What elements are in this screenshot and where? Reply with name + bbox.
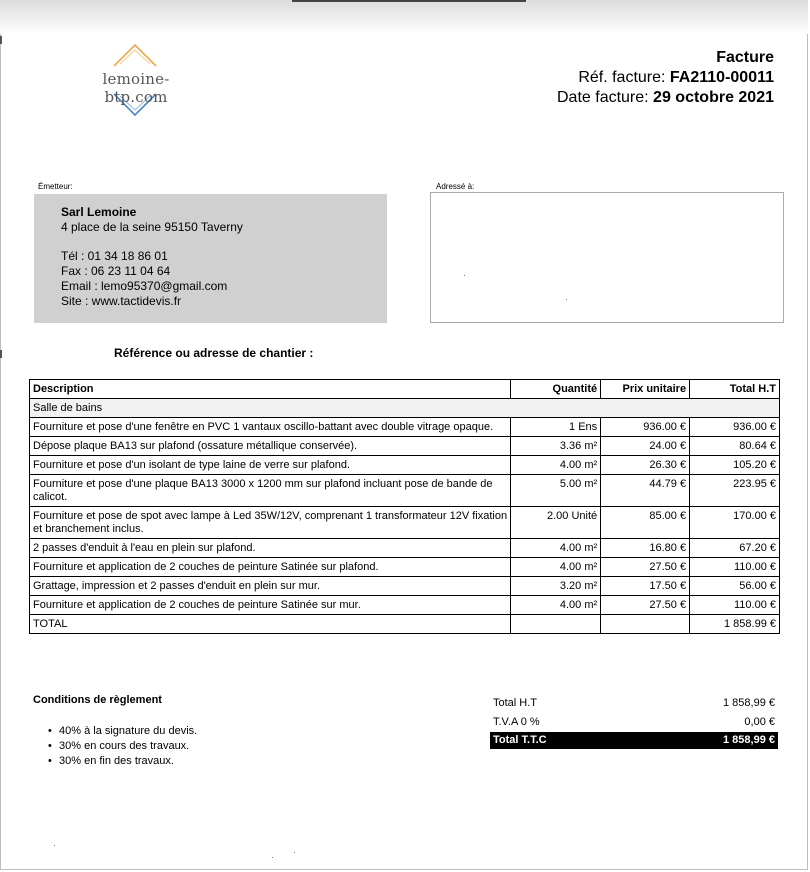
top-shadow [0,0,808,34]
row-quantity: 4.00 m² [511,539,601,558]
row-unit-price: 85.00 € [601,507,690,539]
total-ht-label: Total H.T [493,697,538,709]
table-total-value: 1 858.99 € [690,615,780,634]
emitter-label: Émetteur: [38,182,73,191]
table-row [30,577,780,596]
header-unit-price: Prix unitaire [601,380,690,399]
row-description: Fourniture et application de 2 couches de peinture Satinée sur mur. [30,596,511,615]
row-total: 105.20 € [690,456,780,475]
recipient-address-box [430,192,784,323]
payment-conditions-title: Conditions de règlement [33,694,162,706]
header-description: Description [30,380,511,399]
speck [294,852,295,853]
totals-block [490,694,778,749]
row-quantity: 4.00 m² [511,596,601,615]
emitter-email: Email : lemo95370@gmail.com [61,279,228,293]
speck [272,857,273,858]
speck [54,845,55,846]
invoice-title: Facture [716,49,774,66]
section-title: Salle de bains [30,399,780,418]
invoice-items-table [29,379,780,634]
table-total-row [30,615,780,634]
table-row [30,558,780,577]
row-description: Fourniture et application de 2 couches de peinture Satinée sur plafond. [30,558,511,577]
emitter-box [34,194,387,323]
table-row [30,437,780,456]
table-row [30,539,780,558]
invoice-reference-label: Réf. facture: [578,69,670,86]
invoice-reference-value: FA2110-00011 [669,69,774,86]
payment-conditions-list [44,724,197,769]
row-unit-price: 26.30 € [601,456,690,475]
speck [566,299,567,300]
row-description: 2 passes d'enduit à l'eau en plein sur plafond. [30,539,511,558]
emitter-site: Site : www.tactidevis.fr [61,294,182,308]
list-item: • 30% en fin des travaux. [44,754,197,769]
list-item: • 30% en cours des travaux. [44,739,197,754]
row-total: 223.95 € [690,475,780,507]
total-ht-row [490,694,778,713]
row-description: Fourniture et pose d'une plaque BA13 3000 x 1200 mm sur plafond incluant pose de bande de calicot. [30,475,511,507]
row-total: 80.64 € [690,437,780,456]
speck [464,275,465,276]
table-header-row [30,380,780,399]
row-unit-price: 44.79 € [601,475,690,507]
header-quantity: Quantité [511,380,601,399]
invoice-header [557,48,774,108]
worksite-reference-label: Référence ou adresse de chantier : [114,346,314,360]
row-quantity: 2.00 Unité [511,507,601,539]
row-unit-price: 27.50 € [601,596,690,615]
row-unit-price: 24.00 € [601,437,690,456]
row-total: 110.00 € [690,596,780,615]
invoice-date-value: 29 octobre 2021 [653,89,774,106]
table-row [30,418,780,437]
invoice-date-label: Date facture: [557,89,654,106]
tva-value: 0,00 € [744,716,775,728]
row-quantity: 4.00 m² [511,558,601,577]
table-row [30,507,780,539]
row-description: Fourniture et pose d'un isolant de type laine de verre sur plafond. [30,456,511,475]
row-total: 170.00 € [690,507,780,539]
emitter-address: 4 place de la seine 95150 Taverny [61,220,243,234]
company-logo [60,42,210,122]
invoice-reference [557,68,774,88]
header-total: Total H.T [690,380,780,399]
row-total: 110.00 € [690,558,780,577]
total-ttc-label: Total T.T.C [493,734,547,746]
table-total-label: TOTAL [30,615,511,634]
tva-label: T.V.A 0 % [493,716,540,728]
table-row [30,596,780,615]
row-quantity: 4.00 m² [511,456,601,475]
row-description: Fourniture et pose de spot avec lampe à Led 35W/12V, comprenant 1 transformateur 12V fixation et branchement inclus. [30,507,511,539]
section-row [30,399,780,418]
row-description: Dépose plaque BA13 sur plafond (ossature métallique conservée). [30,437,511,456]
total-ttc-value: 1 858,99 € [723,734,775,746]
row-unit-price: 27.50 € [601,558,690,577]
row-total: 56.00 € [690,577,780,596]
invoice-date [557,88,774,108]
recipient-label: Adressé à: [436,182,475,191]
row-unit-price: 16.80 € [601,539,690,558]
row-description: Fourniture et pose d'une fenêtre en PVC 1 vantaux oscillo-battant avec double vitrage opaque. [30,418,511,437]
table-row [30,475,780,507]
total-ht-value: 1 858,99 € [723,697,775,709]
row-quantity: 1 Ens [511,418,601,437]
left-margin-mark [0,36,2,44]
row-quantity: 3.36 m² [511,437,601,456]
row-description: Grattage, impression et 2 passes d'enduit en plein sur mur. [30,577,511,596]
row-unit-price: 936.00 € [601,418,690,437]
logo-text: lemoine-btp.com [102,70,170,106]
row-total: 67.20 € [690,539,780,558]
emitter-phone: Tél : 01 34 18 86 01 [61,249,168,263]
left-margin-mark [0,350,2,358]
list-item: • 40% à la signature du devis. [44,724,197,739]
emitter-fax: Fax : 06 23 11 04 64 [61,264,171,278]
table-row [30,456,780,475]
row-total: 936.00 € [690,418,780,437]
total-ttc-row [490,732,778,749]
top-divider [292,0,526,2]
row-quantity: 3.20 m² [511,577,601,596]
row-unit-price: 17.50 € [601,577,690,596]
row-quantity: 5.00 m² [511,475,601,507]
emitter-name: Sarl Lemoine [61,205,137,219]
tva-row [490,713,778,732]
